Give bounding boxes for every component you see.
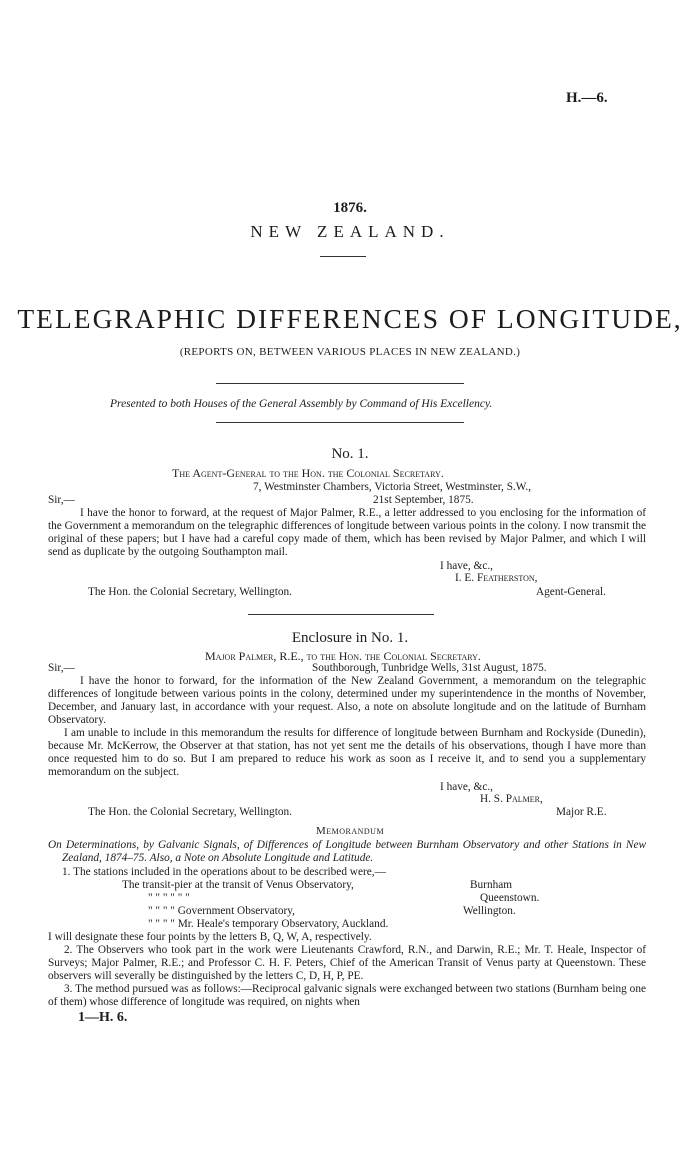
letter-recipient: The Hon. the Colonial Secretary, Wellington.: [88, 586, 292, 598]
enclosure-title: Enclosure in No. 1.: [291, 630, 409, 646]
memorandum-paragraph-3: 3. The method pursued was as follows:—Reciprocal galvanic signals were exchanged between two stations (Burnham being one of them) whose difference of longitude was required, on nights when: [48, 983, 646, 1008]
station-burnham-prefix: The transit-pier at the transit of Venus Observatory,: [122, 879, 354, 891]
document-title: TELEGRAPHIC DIFFERENCES OF LONGITUDE,: [17, 303, 683, 334]
letter-closing: I have, &c.,: [440, 560, 494, 572]
memorandum-label: Memorandum: [315, 825, 385, 837]
enclosure-paragraph-1: I have the honor to forward, for the information of the New Zealand Government, a memorandum on the telegraphic differences of longitude between various points in the colony, determined under my superintendence in the months of November, December, and January last, in accordance with your request. Also, a note on absolute longitude and on the latitude of Burnham Observatory.: [48, 675, 646, 726]
divider: [248, 614, 434, 615]
memorandum-paragraph-2: 2. The Observers who took part in the work were Lieutenants Crawford, R.N., and Darwin, R.E.; Mr. T. Heale, Inspector of Surveys; Major Palmer, R.E.; and Professor C. H. F. Peters, Chief of the American Transit of Venus party at Queenstown. These observers will severally be distinguished by the letters C, D, H, P, PE.: [48, 944, 646, 982]
year: 1876.: [333, 200, 367, 216]
enclosure-signer: H. S. Palmer,: [480, 793, 543, 805]
letter-date: 21st September, 1875.: [373, 494, 474, 506]
divider: [216, 383, 464, 384]
letter-salutation: Sir,—: [48, 494, 75, 506]
enclosure-recipient: The Hon. the Colonial Secretary, Wellington.: [88, 806, 292, 818]
station-wellington-prefix: " " " " Government Observatory,: [148, 905, 295, 917]
presented-line: Presented to both Houses of the General Assembly by Command of His Excellency.: [110, 398, 493, 410]
letter-number: No. 1.: [331, 446, 369, 462]
station-wellington-place: Wellington.: [463, 905, 516, 917]
document-subtitle: (REPORTS ON, BETWEEN VARIOUS PLACES IN NEW ZEALAND.): [179, 346, 521, 358]
letter-address: 7, Westminster Chambers, Victoria Street, Westminster, S.W.,: [253, 481, 532, 493]
divider: [320, 256, 366, 257]
country-heading: NEW ZEALAND.: [250, 222, 450, 241]
footer-reference: 1—H. 6.: [78, 1010, 128, 1025]
enclosure-heading: Major Palmer, R.E., to the Hon. the Colonial Secretary.: [205, 649, 481, 663]
enclosure-signer-title: Major R.E.: [556, 806, 607, 818]
memorandum-title: On Determinations, by Galvanic Signals, of Differences of Longitude between Burnham Observatory and other Stations in New Zealand, 1874–75. Also, a Note on Absolute Longitude and Latitude.: [48, 839, 646, 864]
station-burnham-place: Burnham: [470, 879, 513, 891]
enclosure-salutation: Sir,—: [48, 662, 75, 674]
station-auckland-prefix: " " " " Mr. Heale's temporary Observatory, Auckland.: [148, 918, 389, 930]
station-queenstown-prefix: " " " " " ": [148, 892, 190, 904]
memorandum-paragraph-1-end: I will designate these four points by the letters B, Q, W, A, respectively.: [48, 931, 372, 943]
memorandum-paragraph-1-intro: 1. The stations included in the operations about to be described were,—: [62, 866, 386, 878]
page-reference: H.—6.: [566, 90, 608, 106]
station-queenstown-place: Queenstown.: [480, 892, 540, 904]
letter-body: I have the honor to forward, at the request of Major Palmer, R.E., a letter addressed to you enclosing for the information of the Government a memorandum on the telegraphic differences of longitude between various points in the colony. I now transmit the original of these papers; but I have had a careful copy made of them, which has been revised by Major Palmer, and which I will send as duplicate by the outgoing Southampton mail.: [48, 507, 646, 558]
enclosure-paragraph-2: I am unable to include in this memorandum the results for difference of longitude between Burnham and Rockyside (Dunedin), because Mr. McKerrow, the Observer at that station, has not yet sent me the details of his observations, though I have more than once requested him to do so. But I am prepared to reduce his work as soon as I receive it, and to send you a supplementary memorandum on the subject.: [48, 727, 646, 778]
letter-heading: The Agent-General to the Hon. the Colonial Secretary.: [172, 466, 444, 480]
divider: [216, 422, 464, 423]
enclosure-place-date: Southborough, Tunbridge Wells, 31st August, 1875.: [312, 662, 547, 674]
enclosure-closing: I have, &c.,: [440, 781, 494, 793]
letter-signer-title: Agent-General.: [536, 586, 606, 598]
letter-signer: I. E. Featherston,: [455, 572, 538, 584]
